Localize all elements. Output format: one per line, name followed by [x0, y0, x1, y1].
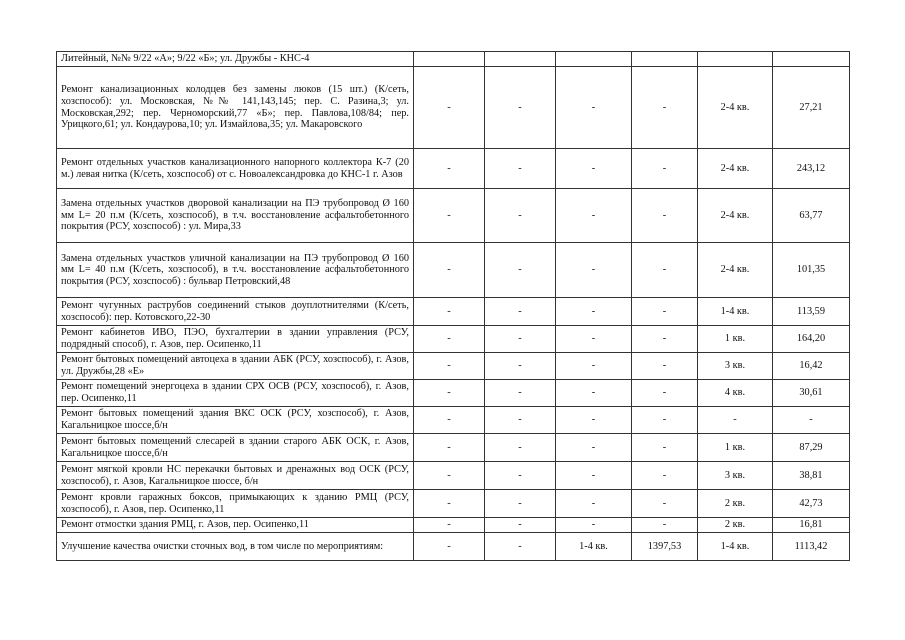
- value-cell: -: [632, 353, 698, 380]
- value-cell: [414, 52, 485, 67]
- table-row: [57, 353, 850, 380]
- table-row: [57, 298, 850, 326]
- period-cell: 2 кв.: [698, 490, 773, 518]
- value-cell: -: [556, 518, 632, 533]
- table-row: [57, 380, 850, 407]
- value-cell: -: [556, 462, 632, 490]
- amount-cell: 30,61: [773, 380, 850, 407]
- value-cell: -: [556, 189, 632, 243]
- value-cell: -: [556, 243, 632, 298]
- amount-cell: 101,35: [773, 243, 850, 298]
- table-row: [57, 243, 850, 298]
- value-cell: -: [632, 298, 698, 326]
- work-description: Ремонт бытовых помещений здания ВКС ОСК (РСУ, хозспособ), г. Азов, Кагальницкое шоссе,б/н: [57, 407, 414, 434]
- table-body: [57, 52, 850, 561]
- work-description: Улучшение качества очистки сточных вод, в том числе по мероприятиям:: [57, 533, 414, 561]
- table-row: [57, 149, 850, 189]
- table-row: [57, 407, 850, 434]
- value-cell: -: [485, 380, 556, 407]
- work-description: Замена отдельных участков дворовой канализации на ПЭ трубопровод Ø 160 мм L= 20 п.м (К/сеть, хозспособ), в т.ч. восстановление асфальтобетонного покрытия (РСУ, хозспособ) : ул. Мира,33: [57, 189, 414, 243]
- value-cell: -: [485, 533, 556, 561]
- value-cell: -: [485, 189, 556, 243]
- amount-cell: 63,77: [773, 189, 850, 243]
- work-description: Ремонт помещений энергоцеха в здании СРХ ОСВ (РСУ, хозспособ), г. Азов, пер. Осипенко,11: [57, 380, 414, 407]
- amount-cell: 243,12: [773, 149, 850, 189]
- value-cell: -: [414, 326, 485, 353]
- work-description: Ремонт канализационных колодцев без замены люков (15 шт.) (К/сеть, хозспособ): ул. Московская, №№ 141,143,145; пер. С. Разина,3; ул. Московская,292; пер. Черноморский,77 «Б»; пер. Павлова,108/84; пер. Урицкого,61; ул. Кондаурова,10; ул. Измайлова,35; ул. Макаровского: [57, 67, 414, 149]
- work-description: Ремонт бытовых помещений слесарей в здании старого АБК ОСК, г. Азов, Кагальницкое шоссе,б/н: [57, 434, 414, 462]
- work-description: Ремонт кабинетов ИВО, ПЭО, бухгалтерии в здании управления (РСУ, подрядный способ), г. Азов, пер. Осипенко,11: [57, 326, 414, 353]
- value-cell: -: [485, 243, 556, 298]
- period-cell: -: [698, 407, 773, 434]
- value-cell: -: [556, 149, 632, 189]
- value-cell: -: [414, 434, 485, 462]
- value-cell: [632, 52, 698, 67]
- work-description: Ремонт отдельных участков канализационного напорного коллектора К-7 (20 м.) левая нитка (К/сеть, хозспособ) от с. Новоалександровка до КНС-1 г. Азов: [57, 149, 414, 189]
- work-description: Ремонт чугунных раструбов соединений стыков доуплотнителями (К/сеть, хозспособ): пер. Котовского,22-30: [57, 298, 414, 326]
- value-cell: -: [632, 407, 698, 434]
- period-cell: 2-4 кв.: [698, 67, 773, 149]
- amount-cell: -: [773, 407, 850, 434]
- table-row: [57, 67, 850, 149]
- amount-cell: 1113,42: [773, 533, 850, 561]
- amount-cell: 16,81: [773, 518, 850, 533]
- amount-cell: 87,29: [773, 434, 850, 462]
- period-cell: 2-4 кв.: [698, 149, 773, 189]
- table-row: [57, 326, 850, 353]
- table-row: [57, 533, 850, 561]
- period-cell: [698, 52, 773, 67]
- value-cell: -: [485, 353, 556, 380]
- value-cell: -: [414, 518, 485, 533]
- value-cell: -: [632, 518, 698, 533]
- amount-cell: 164,20: [773, 326, 850, 353]
- table-row: [57, 52, 850, 67]
- value-cell: -: [556, 434, 632, 462]
- value-cell: -: [414, 380, 485, 407]
- value-cell: -: [485, 298, 556, 326]
- value-cell: -: [632, 434, 698, 462]
- value-cell: -: [632, 490, 698, 518]
- value-cell: -: [485, 462, 556, 490]
- value-cell: -: [556, 380, 632, 407]
- value-cell: -: [556, 67, 632, 149]
- value-cell: -: [632, 243, 698, 298]
- value-cell: -: [414, 533, 485, 561]
- table-row: [57, 462, 850, 490]
- value-cell: -: [414, 189, 485, 243]
- period-cell: 1-4 кв.: [698, 298, 773, 326]
- value-cell: -: [414, 67, 485, 149]
- period-cell: 3 кв.: [698, 353, 773, 380]
- work-description: Ремонт кровли гаражных боксов, примыкающих к зданию РМЦ (РСУ, хозспособ), г. Азов, пер. Осипенко,11: [57, 490, 414, 518]
- value-cell: [485, 52, 556, 67]
- value-cell: -: [556, 353, 632, 380]
- amount-cell: 38,81: [773, 462, 850, 490]
- period-cell: 1-4 кв.: [698, 533, 773, 561]
- value-cell: 1397,53: [632, 533, 698, 561]
- period-cell: 4 кв.: [698, 380, 773, 407]
- value-cell: -: [632, 189, 698, 243]
- value-cell: -: [485, 490, 556, 518]
- value-cell: -: [632, 67, 698, 149]
- value-cell: [556, 52, 632, 67]
- work-description: Ремонт отмостки здания РМЦ, г. Азов, пер. Осипенко,11: [57, 518, 414, 533]
- amount-cell: 16,42: [773, 353, 850, 380]
- table-row: [57, 189, 850, 243]
- value-cell: -: [556, 298, 632, 326]
- value-cell: -: [414, 353, 485, 380]
- value-cell: -: [632, 380, 698, 407]
- value-cell: -: [485, 518, 556, 533]
- table-row: [57, 518, 850, 533]
- work-description: Замена отдельных участков уличной канализации на ПЭ трубопровод Ø 160 мм L= 40 п.м (К/сеть, хозспособ), в т.ч. восстановление асфальтобетонного покрытия (РСУ, хозспособ) : бульвар Петровский,48: [57, 243, 414, 298]
- amount-cell: [773, 52, 850, 67]
- period-cell: 1 кв.: [698, 434, 773, 462]
- value-cell: -: [485, 67, 556, 149]
- value-cell: 1-4 кв.: [556, 533, 632, 561]
- period-cell: 2-4 кв.: [698, 243, 773, 298]
- value-cell: -: [414, 243, 485, 298]
- value-cell: -: [414, 490, 485, 518]
- amount-cell: 27,21: [773, 67, 850, 149]
- value-cell: -: [632, 326, 698, 353]
- value-cell: -: [414, 149, 485, 189]
- value-cell: -: [632, 149, 698, 189]
- works-table: [56, 51, 850, 561]
- table-row: [57, 434, 850, 462]
- value-cell: -: [414, 407, 485, 434]
- value-cell: -: [632, 462, 698, 490]
- value-cell: -: [556, 326, 632, 353]
- work-description: Литейный, №№ 9/22 «А»; 9/22 «Б»; ул. Дружбы - КНС-4: [57, 52, 414, 67]
- value-cell: -: [485, 149, 556, 189]
- value-cell: -: [485, 434, 556, 462]
- value-cell: -: [485, 407, 556, 434]
- work-description: Ремонт бытовых помещений автоцеха в здании АБК (РСУ, хозспособ), г. Азов, ул. Дружбы,28 «Е»: [57, 353, 414, 380]
- table-row: [57, 490, 850, 518]
- value-cell: -: [556, 490, 632, 518]
- value-cell: -: [414, 298, 485, 326]
- value-cell: -: [485, 326, 556, 353]
- period-cell: 3 кв.: [698, 462, 773, 490]
- value-cell: -: [556, 407, 632, 434]
- period-cell: 2-4 кв.: [698, 189, 773, 243]
- amount-cell: 42,73: [773, 490, 850, 518]
- work-description: Ремонт мягкой кровли НС перекачки бытовых и дренажных вод ОСК (РСУ, хозспособ), г. Азов, Кагальницкое шоссе, б/н: [57, 462, 414, 490]
- amount-cell: 113,59: [773, 298, 850, 326]
- period-cell: 2 кв.: [698, 518, 773, 533]
- value-cell: -: [414, 462, 485, 490]
- period-cell: 1 кв.: [698, 326, 773, 353]
